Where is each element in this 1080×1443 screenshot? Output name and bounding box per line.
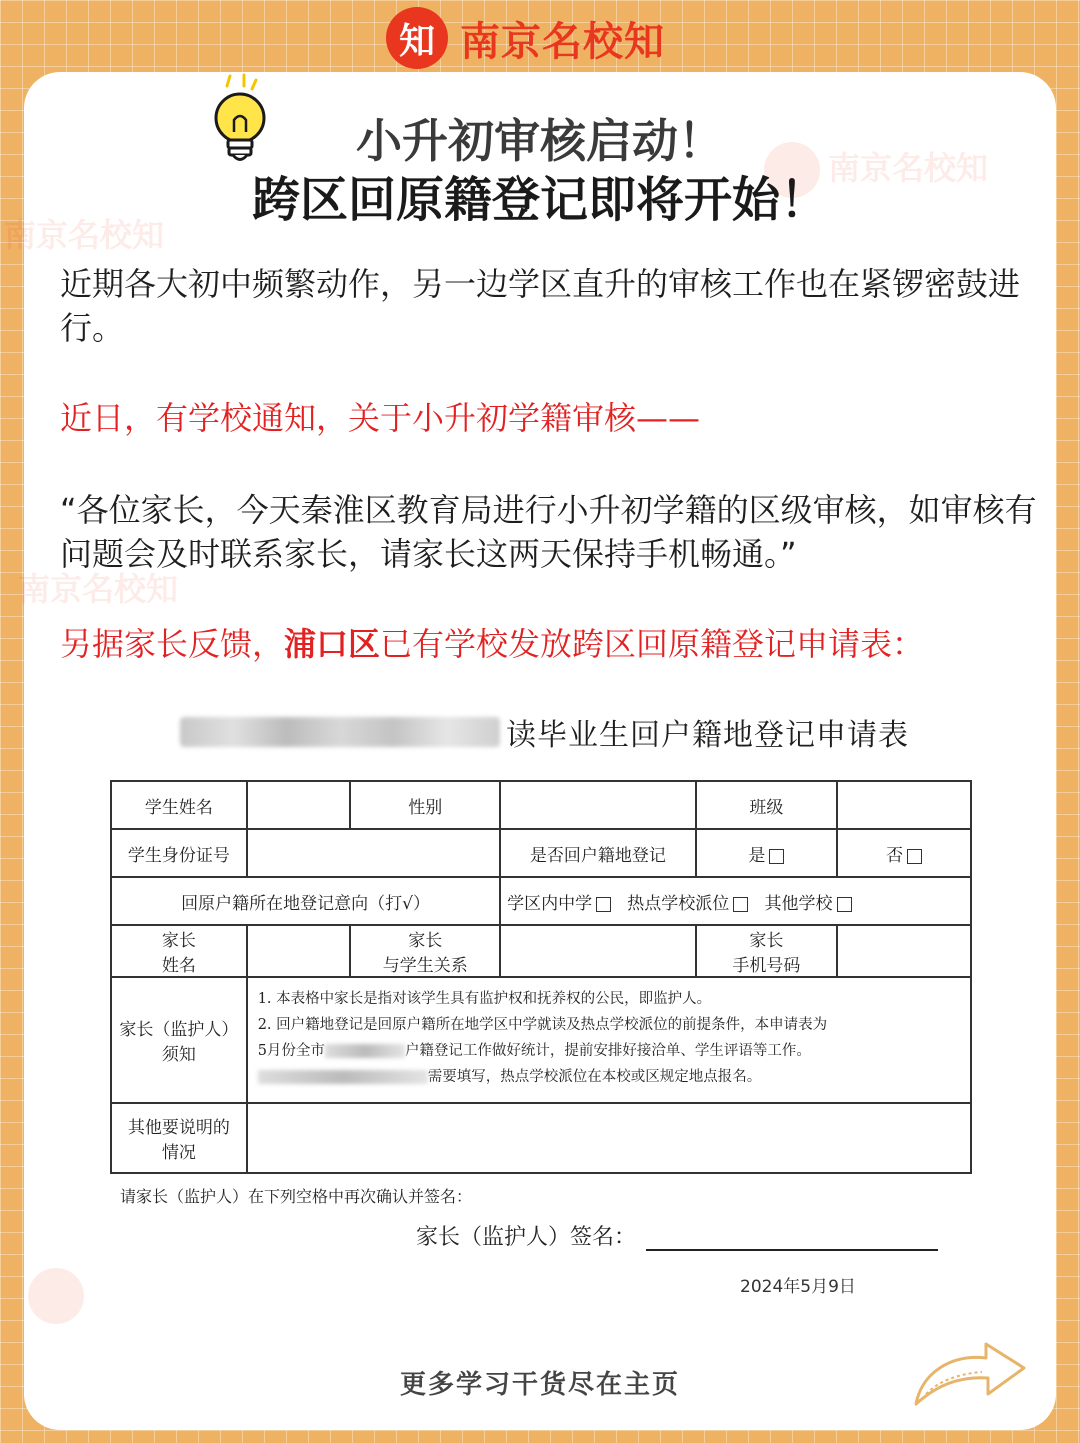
brand-header [386,6,665,70]
gender-label: 性别 [350,781,500,829]
watermark: 南京名校知 [4,216,165,254]
notes-label: 家长（监护人） 须知 [111,977,247,1103]
form-date: 2024年5月9日 [740,1277,856,1297]
paragraph-intro: 近期各大初中频繁动作，另一边学区直升的审核工作也在紧锣密鼓进行。 [60,265,1021,347]
register-yes-option: 是 [696,829,838,877]
blurred-text [180,717,500,747]
other-cell [247,1103,971,1173]
checkbox-icon [769,849,784,864]
id-number-cell [247,829,500,877]
blurred-text [325,1044,405,1058]
pukou-district: 浦口区 [284,625,381,663]
title-line-2: 跨区回原籍登记即将开始！ [251,172,828,228]
intent-label: 回原户籍所在地登记意向（打√） [111,877,500,925]
intent-options: 学区内中学 热点学校派位 其他学校 [500,877,971,925]
form-table [110,780,972,1174]
parent-name-label: 家长 姓名 [111,925,247,977]
paragraph-pukou [60,622,1040,666]
paragraph-quote: “各位家长，今天秦淮区教育局进行小升初学籍的区级审核，如审核有问题会及时联系家长，请家长这两天保持手机畅通。” [60,491,1037,573]
table-row [111,877,971,925]
relation-cell [500,925,696,977]
register-no-option: 否 [837,829,971,877]
student-name-cell [247,781,351,829]
pukou-prefix: 另据家长反馈， [60,625,285,663]
checkbox-icon [907,849,922,864]
title-line-1: 小升初审核启动！ [356,114,724,168]
footer-text: 更多学习干货尽在主页 [399,1370,680,1400]
register-question-label: 是否回户籍地登记 [500,829,696,877]
checkbox-icon [596,897,611,912]
parent-name-cell [247,925,351,977]
content-card [4,72,1056,1430]
gender-cell [500,781,696,829]
watermark: 南京名校知 [18,570,179,608]
application-form-image [94,692,994,1297]
notes-cell: 1. 本表格中家长是指对该学生具有监护权和抚养权的公民，即监护人。 2. 回户籍地登记是回原户籍所在地学区中学就读及热点学校派位的前提条件，本申请表为 5月份全市 户籍登记工作做好统计，提前安排好接洽单、学生评语等工作。 需要填写，热点学校派位在本校或区规定地点报名。 [247,977,971,1103]
watermark [28,1268,92,1324]
relation-label: 家长 与学生关系 [350,925,500,977]
class-cell [837,781,971,829]
table-row [111,925,971,977]
page-title [24,112,1056,230]
paragraph-notice: 近日，有学校通知，关于小升初学籍审核—— [60,399,701,437]
brand-name: 南京名校知 [460,18,665,65]
signature-row [416,1220,938,1251]
checkbox-icon [733,897,748,912]
arrow-icon [912,1324,1028,1408]
class-label: 班级 [696,781,838,829]
signature-label: 家长（监护人）签名： [416,1225,637,1250]
table-row [111,829,971,877]
table-row [111,1103,971,1173]
signature-line [646,1223,938,1251]
phone-cell [837,925,971,977]
table-row [111,781,971,829]
watermark: 南京名校知 [764,142,988,198]
table-row [111,977,971,1103]
phone-label: 家长 手机号码 [696,925,838,977]
id-number-label: 学生身份证号 [111,829,247,877]
pukou-suffix: 已有学校发放跨区回原籍登记申请表： [380,625,925,663]
other-label: 其他要说明的 情况 [111,1103,247,1173]
student-name-label: 学生姓名 [111,781,247,829]
form-title-text: 读毕业生回户籍地登记申请表 [506,718,909,753]
brand-logo-icon: 知 [386,7,448,69]
blurred-text [258,1070,428,1084]
form-title [180,710,920,754]
confirm-instruction: 请家长（监护人）在下列空格中再次确认并签名： [120,1187,473,1206]
checkbox-icon [837,897,852,912]
